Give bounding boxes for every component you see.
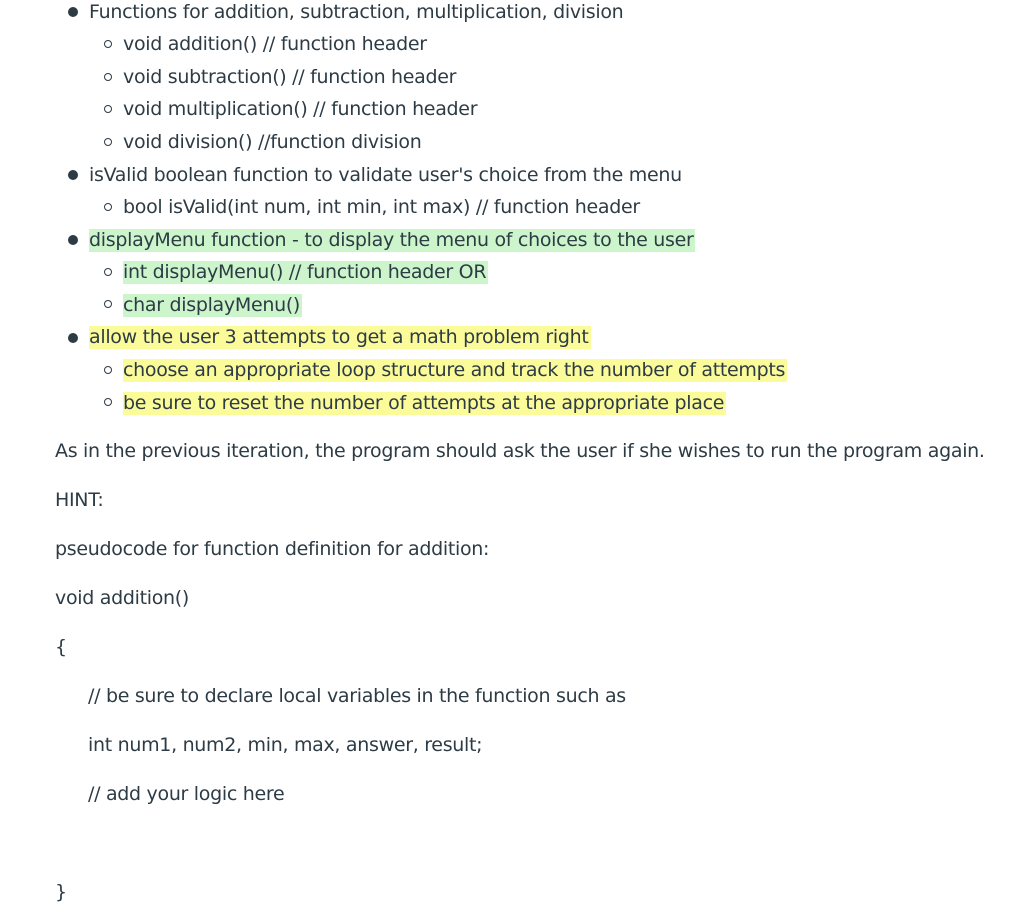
bullet-circle: [104, 138, 112, 146]
sublist-item-char-displaymenu-wrap: [123, 293, 302, 317]
bullet-disc: [68, 235, 78, 245]
sublist-item-char-displaymenu: char displayMenu(): [123, 294, 301, 316]
bullet-disc: [68, 170, 78, 180]
code-declaration: int num1, num2, min, max, answer, result;: [88, 734, 483, 756]
sublist-item-int-displaymenu-wrap: [123, 260, 488, 284]
bullet-circle: [104, 73, 112, 81]
bullet-circle: [104, 203, 112, 211]
bullet-circle: [104, 366, 112, 374]
bullet-disc: [68, 7, 78, 17]
bullet-circle: [104, 105, 112, 113]
list-item-attempts: allow the user 3 attempts to get a math problem right: [89, 326, 589, 348]
bullet-circle: [104, 398, 112, 406]
paragraph-pseudocode-intro: pseudocode for function definition for addition:: [55, 538, 490, 560]
list-item-attempts-wrap: [89, 325, 591, 349]
sublist-item-loop: choose an appropriate loop structure and track the number of attempts: [123, 359, 786, 381]
sublist-item-subtraction: void subtraction() // function header: [123, 66, 457, 88]
list-item-displaymenu: displayMenu function - to display the menu of choices to the user: [89, 229, 694, 251]
bullet-circle: [104, 40, 112, 48]
code-open-brace: {: [55, 636, 67, 658]
list-item-displaymenu-wrap: [89, 228, 695, 252]
list-item-isvalid: isValid boolean function to validate user's choice from the menu: [89, 164, 682, 186]
bullet-circle: [104, 268, 112, 276]
paragraph-run-again: As in the previous iteration, the program should ask the user if she wishes to run the program again.: [55, 440, 985, 462]
code-close-brace: }: [55, 881, 67, 903]
code-signature: void addition(): [55, 587, 190, 609]
list-item-functions: Functions for addition, subtraction, multiplication, division: [89, 1, 624, 23]
bullet-disc: [68, 333, 78, 343]
sublist-item-reset-wrap: [123, 391, 726, 415]
sublist-item-reset: be sure to reset the number of attempts at the appropriate place: [123, 392, 725, 414]
paragraph-hint: HINT:: [55, 489, 104, 511]
code-comment-logic: // add your logic here: [88, 783, 285, 805]
sublist-item-int-displaymenu: int displayMenu() // function header OR: [123, 261, 487, 283]
bullet-circle: [104, 300, 112, 308]
sublist-item-multiplication: void multiplication() // function header: [123, 98, 478, 120]
code-comment-declare: // be sure to declare local variables in the function such as: [88, 685, 626, 707]
sublist-item-addition: void addition() // function header: [123, 33, 427, 55]
sublist-item-isvalid-header: bool isValid(int num, int min, int max) // function header: [123, 196, 640, 218]
sublist-item-division: void division() //function division: [123, 131, 422, 153]
sublist-item-loop-wrap: [123, 358, 787, 382]
